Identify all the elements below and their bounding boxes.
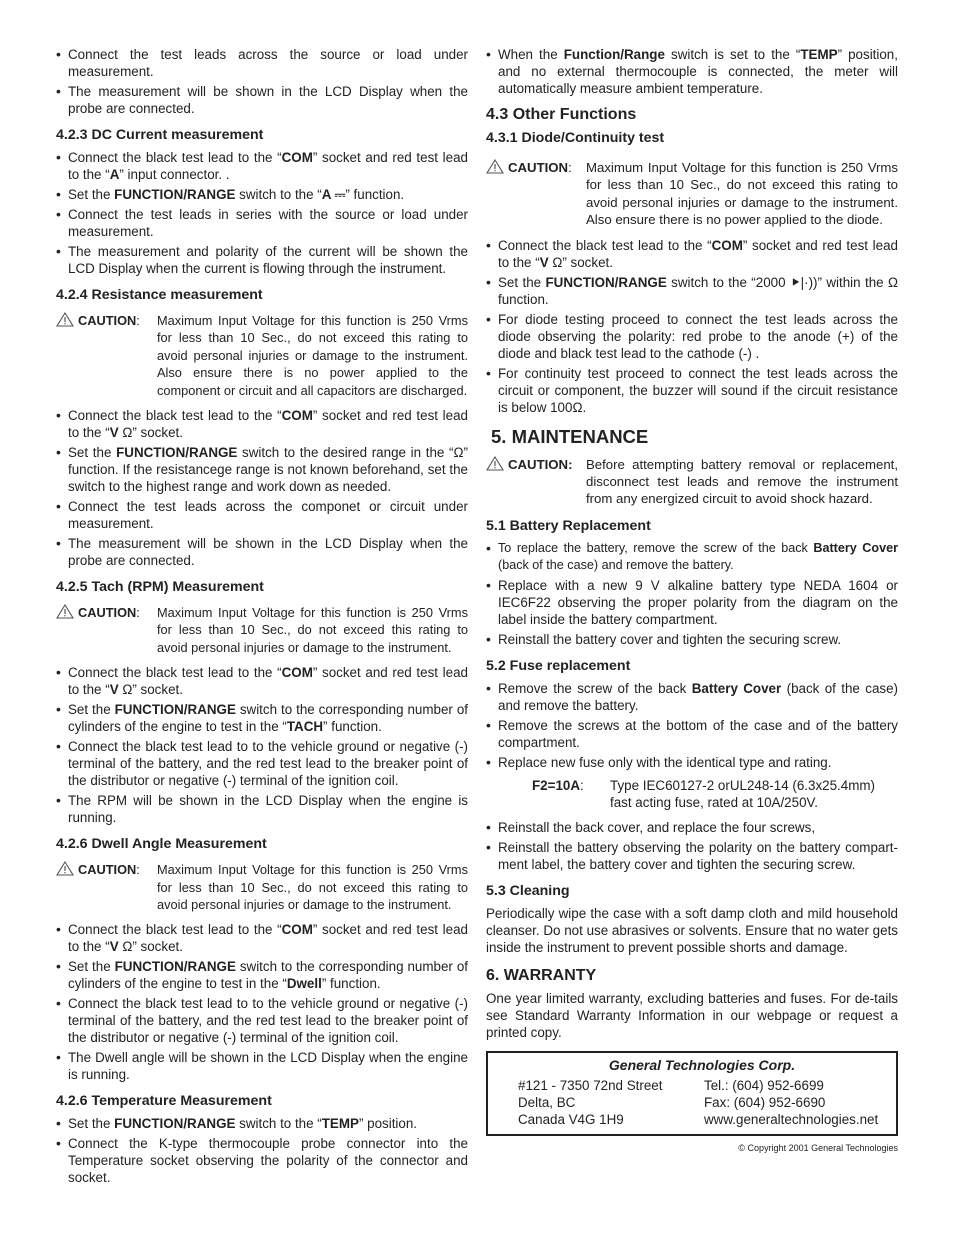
caution-note [486,456,898,508]
list-item: • Set the FUNCTION/RANGE switch to the desired range in the “Ω” function. If the resistancege range is not known beforehand, set the switch to the highest range and work down as needed. [56,444,468,495]
phone-number: Tel.: (604) 952-6699 [704,1077,824,1093]
fuse-spec-label: F2=10A [532,777,581,793]
address-line: Canada V4G 1H9 [518,1111,624,1127]
caution-label: CAUTION: [508,456,573,472]
list-item: • Connect the black test lead to the “COM” socket and red test lead to the “V Ω” socket. [486,237,898,271]
caution-label: CAUTION [508,160,569,175]
list-item: • Replace with a new 9 V alkaline battery type NEDA 1604 or IEC6F22 observing the proper polarity from the diagram on the label inside the battery compartment. [486,577,898,628]
warning-triangle-icon [56,604,74,619]
caution-label: CAUTION [78,862,137,878]
list-item: • Connect the black test lead to the “COM” socket and red test lead to the “V Ω” socket. [56,921,468,955]
caution-label: CAUTION [78,313,137,328]
section-heading-dwell: 4.2.6 Dwell Angle Measurement [56,836,267,853]
section-heading-fuse: 5.2 Fuse replacement [486,657,631,674]
list-item: • Reinstall the back cover, and replace the four screws, [486,819,898,836]
caution-note: CAUTION: Maximum Input Voltage for this function is 250 Vrms for less than 10 Sec., do not exceed this rating to avoid personal injuries or damage to the instrument. Also ensure there is no power applied to the diode. [486,159,898,229]
list-item: • Connect the test leads in series with the source or load under measurement. [56,206,468,240]
caution-text: Maximum Input Voltage for this function is 250 Vrms for less than 10 Sec., do not exceed this rating to avoid personal injuries or damage to the instrument. [157,862,468,913]
list-item: • Connect the black test lead to to the vehicle ground or negative (-) terminal of the battery, and the red test lead to the breaker point of the distributor or negative (-) terminal of the ignition coil. [56,995,468,1046]
section-heading-battery: 5.1 Battery Replacement [486,517,651,534]
caution-note: CAUTION: Maximum Input Voltage for this function is 250 Vrms for less than 10 Sec., do not exceed this rating to avoid personal injuries or damage to the instrument. [56,604,468,656]
caution-label: CAUTION [78,605,137,621]
list-item: • The measurement will be shown in the LCD Display when the probe are connected. [56,83,468,117]
section-heading-dc-current: 4.2.3 DC Current measurement [56,127,264,143]
list-item: • Set the FUNCTION/RANGE switch to the “TEMP” position. [56,1115,468,1132]
list-item: • When the Function/Range switch is set to the “TEMP” position, and no external thermocouple is connected, the meter will automatically measure ambient temperature. [486,46,898,97]
list-item: • Remove the screw of the back Battery Cover (back of the case) and remove the battery. [486,680,898,714]
list-item: • For diode testing proceed to connect the test leads across the diode observing the polarity: red probe to the anode (+) of the diode and black test lead to the cathode (-) . [486,311,898,362]
fuse-spec-text: Type IEC60127-2 orUL248-14 (6.3x25.4mm) fast acting fuse, rated at 10A/250V. [610,777,875,810]
copyright-notice: © Copyright 2001 General Technologies [738,1142,898,1153]
list-item: • Connect the test leads across the componet or circuit under measurement. [56,498,468,532]
list-item: • The measurement and polarity of the current will be shown the LCD Display when the current is flowing through the instrument. [56,243,468,277]
caution-note: CAUTION: Maximum Input Voltage for this function is 250 Vrms for less than 10 Sec., do not exceed this rating to avoid personal injuries or damage to the instrument. Also ensure there is no power applied to the component or circuit and all capacitors are discharged. [56,312,468,399]
list-item: • Connect the test leads across the source or load under measurement. [56,46,468,80]
section-heading-cleaning: 5.3 Cleaning [486,882,570,899]
cleaning-text: Periodically wipe the case with a soft damp cloth and mild household cleanser. Do not use abrasives or solvents. Ensure that no water gets inside the instrument to prevent possible shorts and damage. [486,905,898,955]
list-item: • To replace the battery, remove the screw of the back Battery Cover (back of the case) and remove the battery. [486,540,898,574]
list-item: • Set the FUNCTION/RANGE switch to the “A ⎓” function. [56,186,468,203]
list-item: • Connect the black test lead to the “COM” socket and red test lead to the “A” input connector. . [56,149,468,183]
list-item: • Connect the black test lead to to the vehicle ground or negative (-) terminal of the battery, and the red test lead to the breaker point of the distributor or negative (-) terminal of the ignition coil. [56,738,468,789]
website-link[interactable]: www.generaltechnologies.net [704,1111,879,1127]
caution-text: Before attempting battery removal or replacement, disconnect test leads and remove the instrument from any energized circuit to avoid shock hazard. [586,456,898,507]
section-heading-diode: 4.3.1 Diode/Continuity test [486,130,665,146]
caution-text: Maximum Input Voltage for this function is 250 Vrms for less than 10 Sec., do not exceed this rating to avoid personal injuries or damage to the instrument. [157,605,468,655]
list-item: • Replace new fuse only with the identical type and rating. [486,754,898,771]
list-item: • Reinstall the battery cover and tighten the securing screw. [486,631,898,648]
warning-triangle-icon [486,456,504,471]
list-item: • Set the FUNCTION/RANGE switch to the “2000 ⯈|·))” within the Ω function. [486,274,898,308]
warning-triangle-icon [56,861,74,876]
right-column [486,46,898,1157]
section-heading-maintenance: 5. MAINTENANCE [491,425,649,447]
list-item: • Connect the black test lead to the “COM” socket and red test lead to the “V Ω” socket. [56,664,468,698]
address-line: Delta, BC [518,1094,576,1110]
list-item: • Connect the K-type thermocouple probe connector into the Temperature socket observing the polarity of the connector and socket. [56,1135,468,1186]
section-heading-other-functions: 4.3 Other Functions [486,106,637,123]
left-column [56,46,468,1189]
list-item: • Reinstall the battery observing the polarity on the battery compart-ment label, the battery cover and tighten the securing screw. [486,839,898,873]
section-heading-temperature: 4.2.6 Temperature Measurement [56,1093,272,1110]
warning-triangle-icon [486,159,504,174]
address-line: #121 - 7350 72nd Street [518,1077,663,1093]
section-heading-warranty: 6. WARRANTY [486,966,597,984]
list-item: • Set the FUNCTION/RANGE switch to the corresponding number of cylinders of the engine to test in the “Dwell” function. [56,958,468,992]
section-heading-tach: 4.2.5 Tach (RPM) Measurement [56,579,264,596]
list-item: • The Dwell angle will be shown in the LCD Display when the engine is running. [56,1049,468,1083]
fax-number: Fax: (604) 952-6690 [704,1094,826,1110]
list-item: • For continuity test proceed to connect the test leads across the circuit or component, the buzzer will sound if the circuit resistance is below 100Ω. [486,365,898,416]
warning-triangle-icon [56,312,74,327]
list-item: • The RPM will be shown in the LCD Display when the engine is running. [56,792,468,826]
list-item: • Remove the screws at the bottom of the case and of the battery compartment. [486,717,898,751]
company-name: General Technologies Corp. [608,1056,796,1073]
caution-text: Maximum Input Voltage for this function is 250 Vrms for less than 10 Sec., do not exceed this rating to avoid personal injuries or damage to the instrument. Also ensure there is no power applied to the component or circuit and all capacitors are discharged. [157,313,468,398]
section-heading-resistance: 4.2.4 Resistance measurement [56,287,263,303]
caution-text: Maximum Input Voltage for this function is 250 Vrms for less than 10 Sec., do not exceed this rating to avoid personal injuries or damage to the instrument. Also ensure there is no power applied to the diode. [586,160,898,228]
company-contact-box [486,1051,898,1136]
list-item: • Set the FUNCTION/RANGE switch to the corresponding number of cylinders of the engine to test in the “TACH” function. [56,701,468,735]
warranty-text: One year limited warranty, excluding batteries and fuses. For de-tails see Standard Warranty Information in our webpage or request a printed copy. [486,990,898,1040]
list-item: • The measurement will be shown in the LCD Display when the probe are connected. [56,535,468,569]
fuse-spec: F2=10A: Type IEC60127-2 orUL248-14 (6.3x25.4mm) fast acting fuse, rated at 10A/250V. [486,777,898,811]
caution-note: CAUTION: Maximum Input Voltage for this function is 250 Vrms for less than 10 Sec., do not exceed this rating to avoid personal injuries or damage to the instrument. [56,861,468,913]
list-item: • Connect the black test lead to the “COM” socket and red test lead to the “V Ω” socket. [56,407,468,441]
